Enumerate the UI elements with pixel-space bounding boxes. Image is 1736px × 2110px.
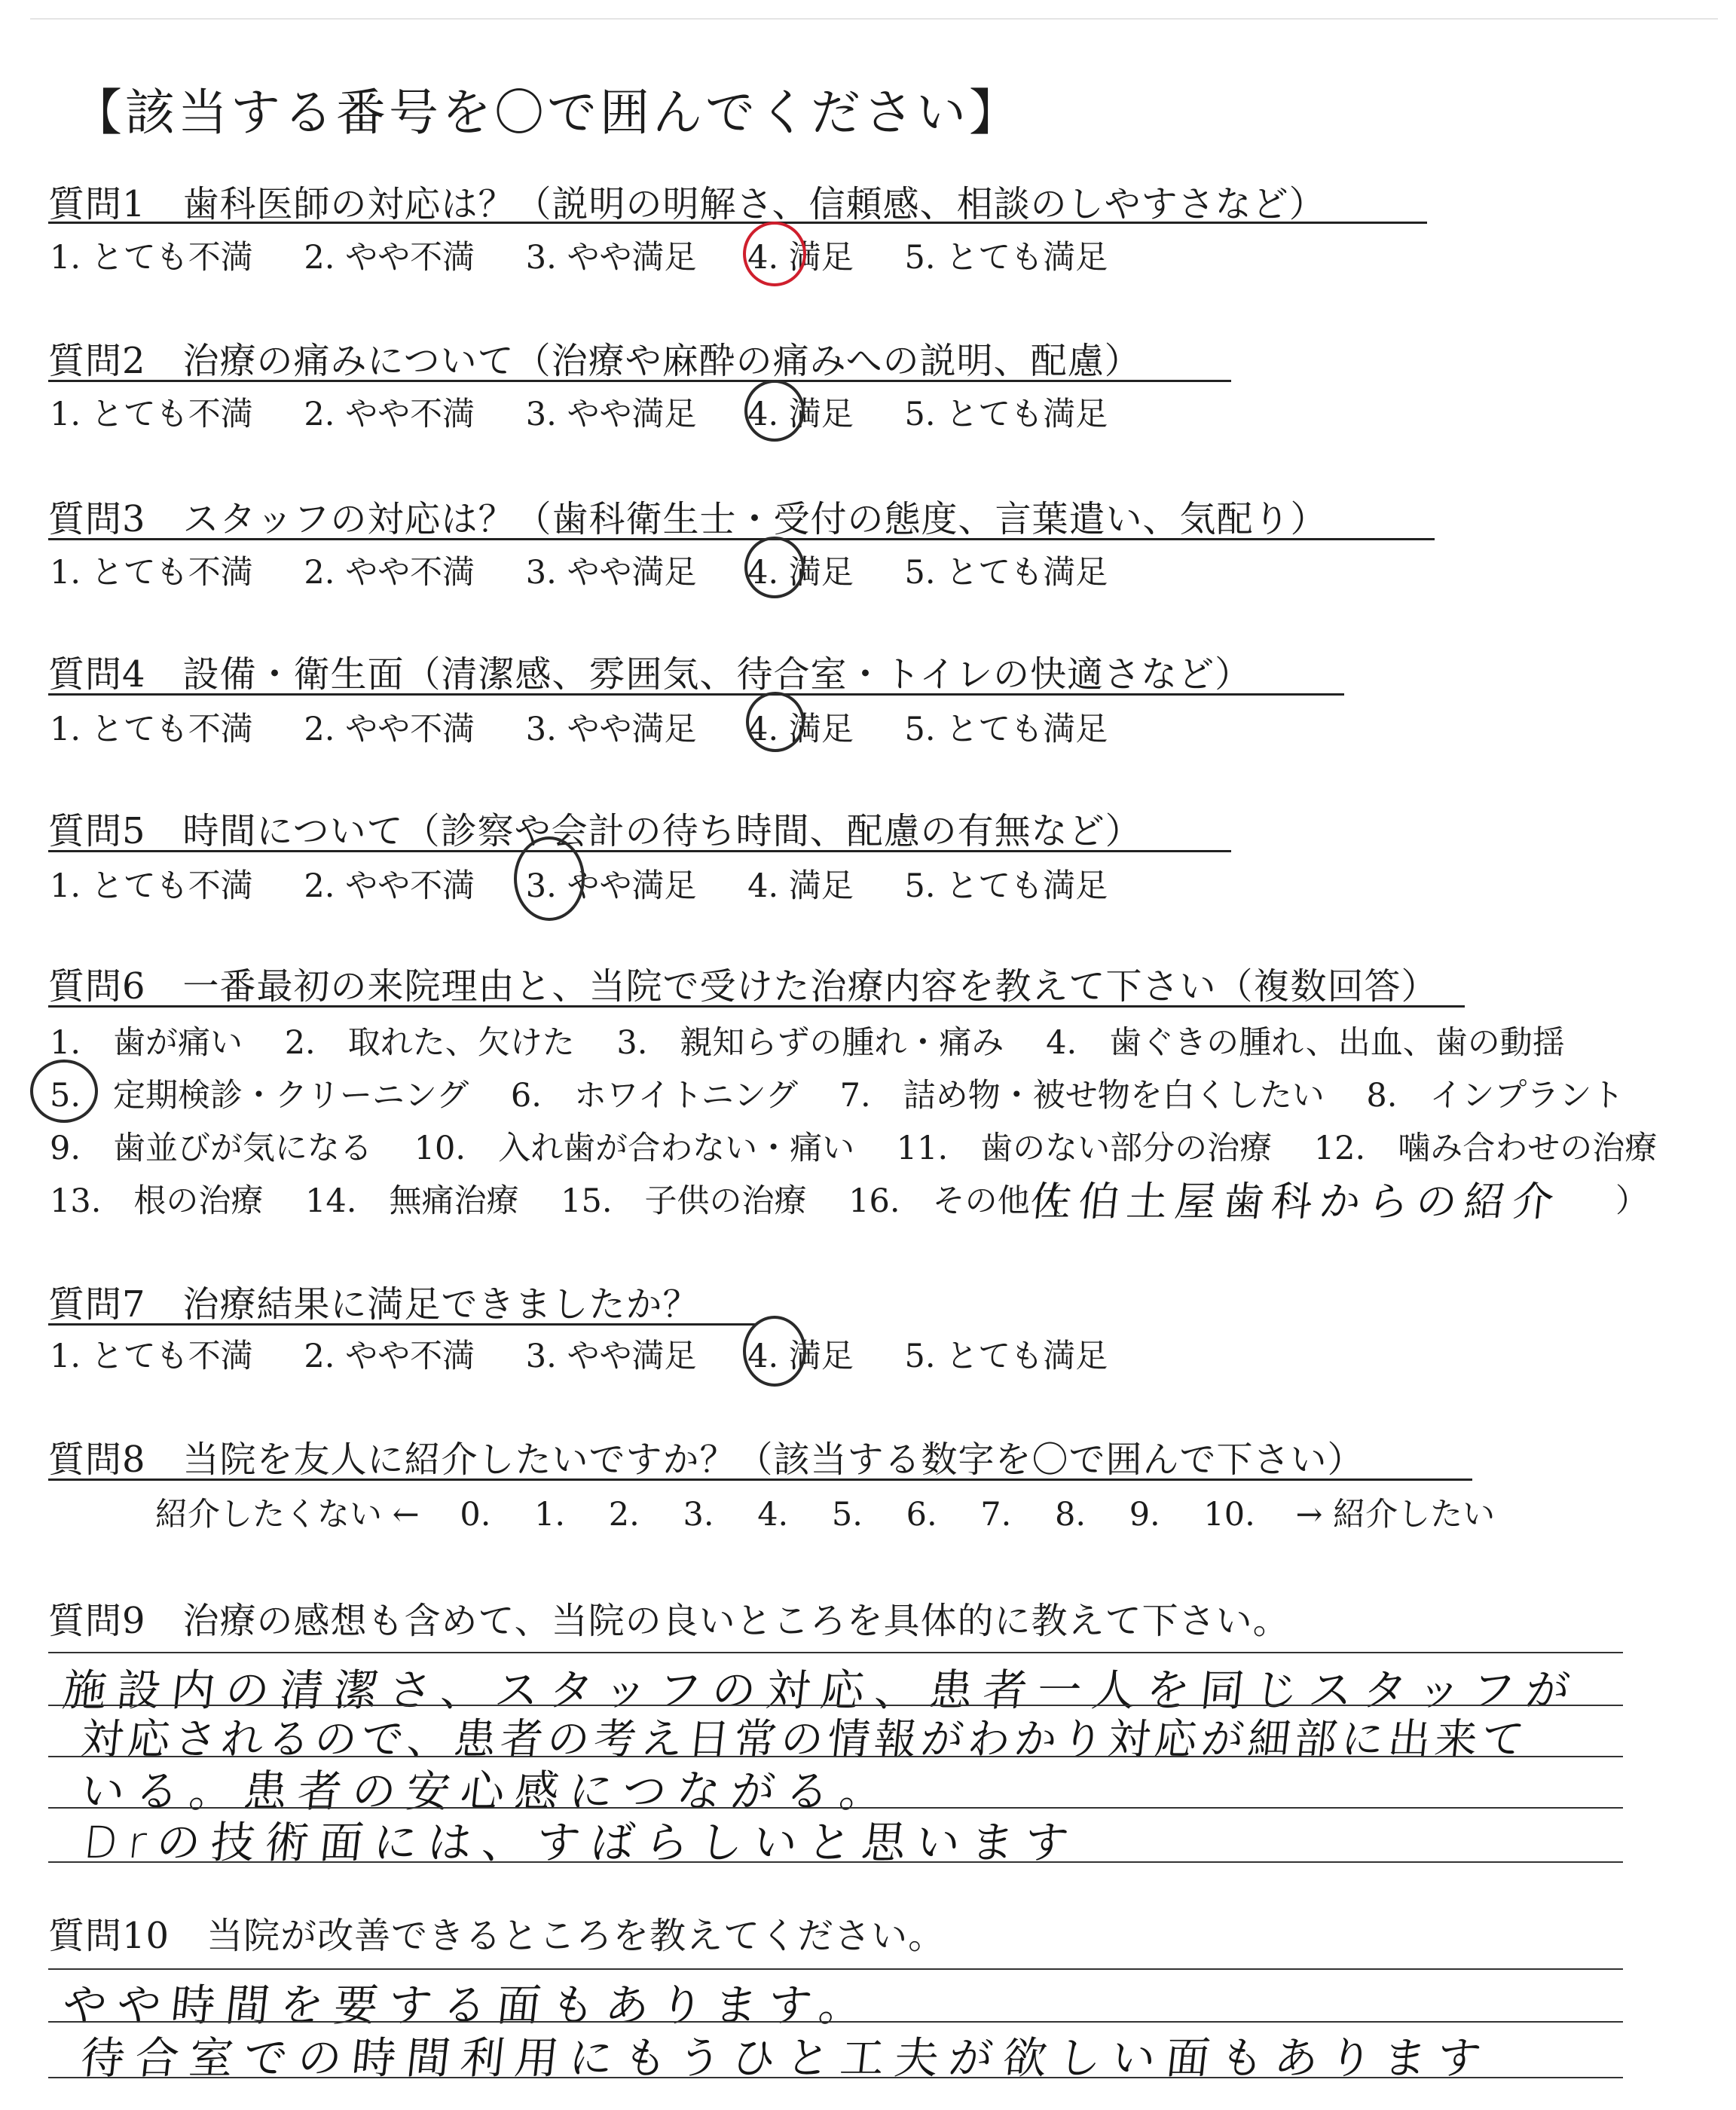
option-label[interactable]: とても満足 — [946, 239, 1108, 277]
option-number[interactable]: 2. — [304, 867, 335, 905]
option-number[interactable]: 2. — [304, 1338, 335, 1375]
question-3-title: 質問3 スタッフの対応は？（歯科衛生士・受付の態度、言葉遣い、気配り） — [48, 498, 1328, 540]
question-8-scale — [155, 1489, 1495, 1535]
option-number[interactable]: 2. — [304, 711, 335, 748]
option-label[interactable]: とても不満 — [90, 239, 253, 277]
option-number[interactable]: 4. — [747, 1338, 779, 1375]
question-6-title: 質問6 一番最初の来院理由と、当院で受けた治療内容を教えて下さい（複数回答） — [48, 965, 1438, 1008]
option-label[interactable]: やや不満 — [345, 396, 475, 433]
question-5-title: 質問5 時間について（診察や会計の待ち時間、配慮の有無など） — [48, 810, 1142, 852]
option-number[interactable]: 3. — [525, 711, 557, 748]
option-label[interactable]: とても満足 — [946, 554, 1108, 592]
scale-number[interactable]: 1. — [534, 1496, 566, 1534]
choice-item[interactable]: 8. インプラント — [1366, 1077, 1624, 1115]
q9-answer-line-1: 施設内の清潔さ、スタッフの対応、患者一人を同じスタッフが — [60, 1665, 1583, 1716]
question-8-underline — [48, 1479, 1472, 1481]
choice-item[interactable]: 3. 親知らずの腫れ・痛み — [616, 1024, 1004, 1062]
choice-item[interactable]: 14. 無痛治療 — [305, 1182, 519, 1220]
option-label[interactable]: やや不満 — [345, 1338, 475, 1375]
option-number[interactable]: 1. — [50, 711, 81, 748]
option-label[interactable]: とても不満 — [90, 1338, 253, 1375]
scale-right-label: → 紹介したい — [1295, 1496, 1496, 1534]
q9-answer-line-4: Drの技術面には、すばらしいと思います — [81, 1817, 1082, 1868]
option-label[interactable]: とても満足 — [946, 396, 1108, 433]
question-6-row-1 — [50, 1017, 1597, 1063]
option-number[interactable]: 3. — [525, 554, 557, 592]
option-label[interactable]: 満足 — [788, 867, 854, 905]
scale-number[interactable]: 5. — [831, 1496, 863, 1534]
choice-item[interactable]: 6. ホワイトニング — [510, 1077, 798, 1115]
scale-number[interactable]: 4. — [757, 1496, 789, 1534]
scale-number[interactable]: 2. — [608, 1496, 640, 1534]
question-6-underline — [48, 1005, 1465, 1008]
answer-circle-q5 — [514, 836, 585, 921]
choice-item[interactable]: 4. 歯ぐきの腫れ、出血、歯の動揺 — [1046, 1024, 1565, 1062]
choice-item[interactable]: 10. 入れ歯が合わない・痛い — [414, 1130, 855, 1167]
option-label[interactable]: やや満足 — [567, 554, 697, 592]
option-label[interactable]: やや満足 — [567, 396, 697, 433]
q10-answer-line-1: やや時間を要する面もあります。 — [60, 1980, 876, 2031]
question-6-row-3 — [50, 1123, 1689, 1169]
option-label[interactable]: やや満足 — [567, 1338, 697, 1375]
option-number[interactable]: 1. — [50, 1338, 81, 1375]
choice-item[interactable]: 1. 歯が痛い — [50, 1024, 243, 1062]
q10-answer-line-2: 待合室での時間利用にもうひと工夫が欲しい面もあります — [78, 2032, 1495, 2084]
question-6-row-4 — [50, 1176, 1094, 1222]
other-close-paren: ） — [1615, 1182, 1648, 1220]
option-number[interactable]: 1. — [50, 867, 81, 905]
choice-item[interactable]: 5. 定期検診・クリーニング — [50, 1077, 469, 1115]
option-number[interactable]: 1. — [50, 396, 81, 433]
form-header: 【該当する番号を〇で囲んでください】 — [72, 84, 1022, 142]
scale-number[interactable]: 0. — [460, 1496, 491, 1534]
question-1-underline — [48, 222, 1427, 224]
question-4-underline — [48, 693, 1344, 696]
question-2-underline — [48, 380, 1231, 382]
option-label[interactable]: とても不満 — [90, 554, 253, 592]
question-1-options — [50, 232, 1108, 278]
option-number[interactable]: 1. — [50, 554, 81, 592]
answer-circle-q4 — [746, 692, 805, 752]
option-number[interactable]: 4. — [747, 711, 779, 748]
option-label[interactable]: 満足 — [788, 1338, 854, 1375]
option-number[interactable]: 5. — [904, 1338, 936, 1375]
option-label[interactable]: 満足 — [788, 239, 854, 277]
question-4-options — [50, 704, 1108, 750]
option-label[interactable]: とても満足 — [946, 711, 1108, 748]
choice-item[interactable]: 13. 根の治療 — [50, 1182, 264, 1220]
question-7-title: 質問7 治療結果に満足できましたか？ — [48, 1283, 700, 1326]
question-6-row-2 — [50, 1070, 1655, 1116]
option-number[interactable]: 4. — [747, 867, 779, 905]
question-1-title: 質問1 歯科医師の対応は？（説明の明解さ、信頼感、相談のしやすさなど） — [48, 183, 1326, 225]
option-number[interactable]: 5. — [904, 396, 936, 433]
option-label[interactable]: とても満足 — [946, 1338, 1108, 1375]
option-number[interactable]: 3. — [525, 867, 557, 905]
scale-number[interactable]: 9. — [1129, 1496, 1160, 1534]
option-label[interactable]: とても満足 — [946, 867, 1108, 905]
answer-circle-q7 — [743, 1316, 806, 1387]
option-label[interactable]: やや不満 — [345, 867, 475, 905]
option-label[interactable]: やや満足 — [567, 239, 697, 277]
option-label[interactable]: やや満足 — [567, 711, 697, 748]
question-2-options — [50, 389, 1108, 435]
option-number[interactable]: 3. — [525, 396, 557, 433]
scale-number[interactable]: 6. — [906, 1496, 937, 1534]
option-number[interactable]: 2. — [304, 396, 335, 433]
option-number[interactable]: 2. — [304, 239, 335, 277]
option-number[interactable]: 4. — [747, 239, 779, 277]
question-3-options — [50, 547, 1108, 593]
q9-answer-line-2: 対応されるので、患者の考え日常の情報がわかり対応が細部に出来て — [78, 1715, 1531, 1764]
option-label[interactable]: やや満足 — [567, 867, 697, 905]
option-number[interactable]: 2. — [304, 554, 335, 592]
choice-item[interactable]: 15. 子供の治療 — [561, 1182, 807, 1220]
option-number[interactable]: 4. — [747, 554, 779, 592]
question-8-title: 質問8 当院を友人に紹介したいですか？（該当する数字を〇で囲んで下さい） — [48, 1439, 1365, 1481]
option-number[interactable]: 3. — [525, 239, 557, 277]
option-label[interactable]: 満足 — [788, 396, 854, 433]
answer-circle-q2 — [744, 380, 805, 442]
option-number[interactable]: 1. — [50, 239, 81, 277]
choice-item[interactable]: 16. その他（ — [848, 1182, 1062, 1220]
choice-item[interactable]: 12. 噛み合わせの治療 — [1313, 1130, 1658, 1167]
option-number[interactable]: 5. — [904, 867, 936, 905]
option-label[interactable]: とても不満 — [90, 396, 253, 433]
question-10-title: 質問10 当院が改善できるところを教えてください。 — [48, 1915, 946, 1957]
option-label[interactable]: 満足 — [788, 554, 854, 592]
option-number[interactable]: 3. — [525, 1338, 557, 1375]
option-number[interactable]: 5. — [904, 711, 936, 748]
scale-number[interactable]: 3. — [683, 1496, 714, 1534]
option-label[interactable]: やや不満 — [345, 554, 475, 592]
answer-rule — [48, 1861, 1623, 1863]
scale-left-label: 紹介したくない ← — [155, 1496, 420, 1534]
scale-number[interactable]: 10. — [1203, 1496, 1255, 1534]
choice-item[interactable]: 2. 取れた、欠けた — [284, 1024, 575, 1062]
answer-circle-q6 — [30, 1060, 98, 1123]
question-7-options — [50, 1331, 1108, 1377]
option-label[interactable]: やや不満 — [345, 711, 475, 748]
q9-answer-line-3: いる。患者の安心感につながる。 — [78, 1766, 897, 1817]
option-number[interactable]: 5. — [904, 554, 936, 592]
option-number[interactable]: 4. — [747, 396, 779, 433]
answer-rule — [48, 1652, 1623, 1653]
question-4-title: 質問4 設備・衛生面（清潔感、雰囲気、待合室・トイレの快適さなど） — [48, 653, 1252, 696]
option-number[interactable]: 5. — [904, 239, 936, 277]
option-label[interactable]: とても不満 — [90, 711, 253, 748]
scan-top-edge — [30, 18, 1718, 20]
other-handwritten-answer: 佐伯土屋歯科からの紹介 — [1028, 1178, 1563, 1225]
choice-item[interactable]: 9. 歯並びが気になる — [50, 1130, 373, 1167]
question-3-underline — [48, 538, 1435, 540]
choice-item[interactable]: 11. 歯のない部分の治療 — [896, 1130, 1273, 1167]
answer-rule — [48, 2077, 1623, 2078]
answer-circle-q1 — [743, 222, 806, 286]
question-7-underline — [48, 1323, 756, 1326]
option-label[interactable]: とても不満 — [90, 867, 253, 905]
question-2-title: 質問2 治療の痛みについて（治療や麻酔の痛みへの説明、配慮） — [48, 340, 1142, 382]
option-label[interactable]: 満足 — [788, 711, 854, 748]
scale-number[interactable]: 8. — [1055, 1496, 1087, 1534]
choice-item[interactable]: 7. 詰め物・被せ物を白くしたい — [839, 1077, 1325, 1115]
option-label[interactable]: やや不満 — [345, 239, 475, 277]
question-9-title: 質問9 治療の感想も含めて、当院の良いところを具体的に教えて下さい。 — [48, 1600, 1290, 1642]
answer-circle-q3 — [744, 537, 805, 598]
scale-number[interactable]: 7. — [980, 1496, 1012, 1534]
question-5-underline — [48, 850, 1231, 852]
